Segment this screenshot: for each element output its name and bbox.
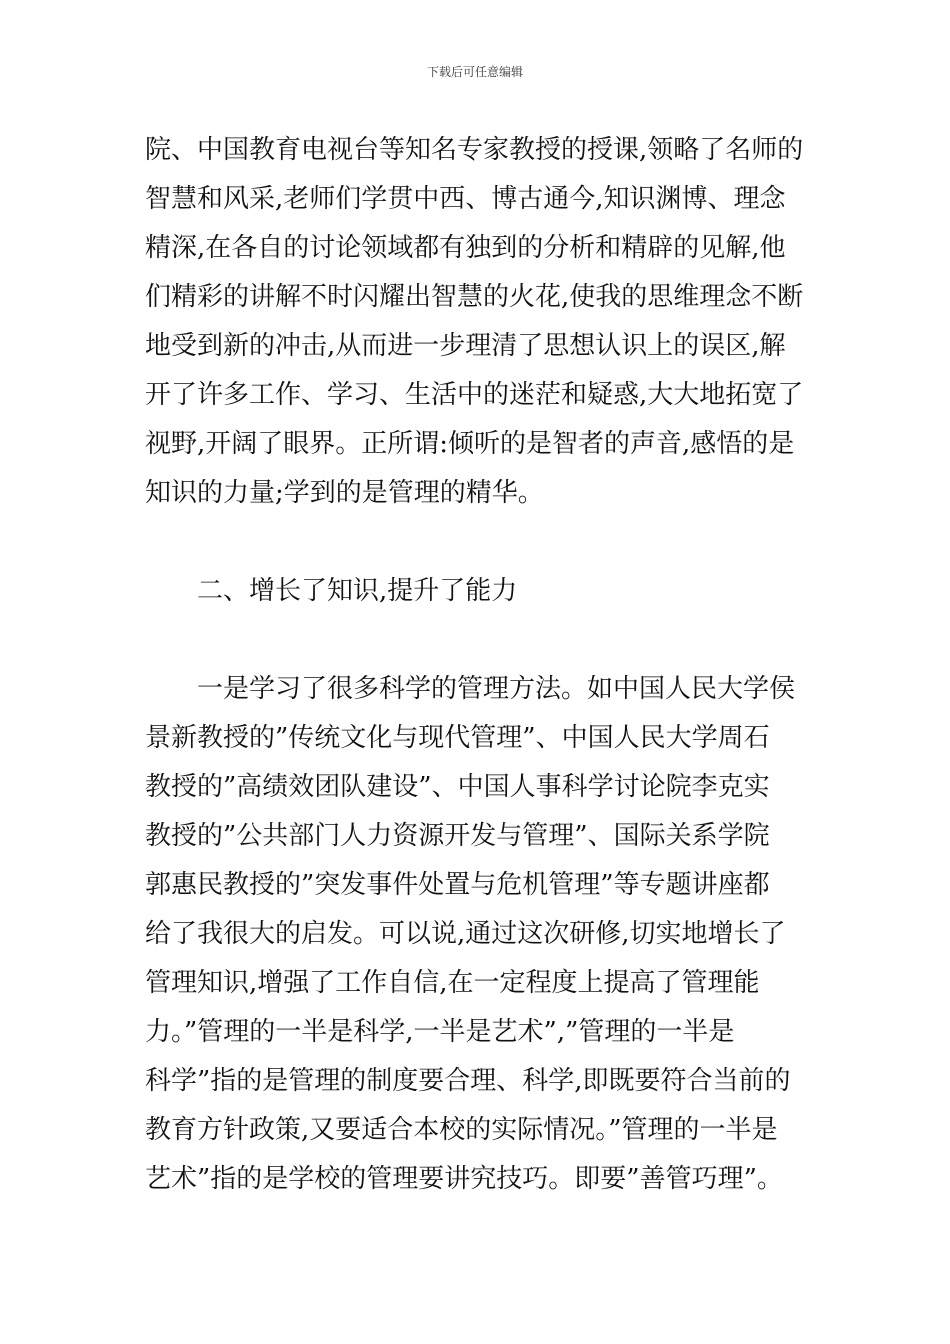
section-heading: 二、增长了知识,提升了能力 <box>197 576 518 606</box>
paragraph-line: 科学”指的是管理的制度要合理、科学,即既要符合当前的 <box>145 1066 791 1096</box>
paragraph-line: 视野,开阔了眼界。正所谓:倾听的是智者的声音,感悟的是 <box>145 429 795 459</box>
paragraph-line: 教授的”高绩效团队建设”、中国人事科学讨论院李克实 <box>145 772 770 802</box>
paragraph-line: 院、中国教育电视台等知名专家教授的授课,领略了名师的 <box>145 135 804 165</box>
paragraph-line: 精深,在各自的讨论领域都有独到的分析和精辟的见解,他 <box>145 233 786 263</box>
paragraph-line: 郭惠民教授的”突发事件处置与危机管理”等专题讲座都 <box>145 870 770 900</box>
document-body <box>145 126 825 1204</box>
paragraph-line: 力。”管理的一半是科学,一半是艺术”,”管理的一半是 <box>145 1017 735 1047</box>
paragraph-1 <box>145 126 825 518</box>
paragraph-line: 艺术”指的是学校的管理要讲究技巧。即要”善管巧理”。 <box>145 1164 783 1194</box>
paragraph-line: 智慧和风采,老师们学贯中西、博古通今,知识渊博、理念 <box>145 184 786 214</box>
paragraph-spacer <box>145 518 825 567</box>
paragraph-line: 景新教授的”传统文化与现代管理”、中国人民大学周石 <box>145 723 770 753</box>
page-header-note: 下载后可任意编辑 <box>426 65 523 79</box>
paragraph-line: 教授的”公共部门人力资源开发与管理”、国际关系学院 <box>145 821 770 851</box>
paragraph-line: 教育方针政策,又要适合本校的实际情况。”管理的一半是 <box>145 1115 778 1145</box>
paragraph-line: 们精彩的讲解不时闪耀出智慧的火花,使我的思维理念不断 <box>145 282 804 312</box>
paragraph-line: 一是学习了很多科学的管理方法。如中国人民大学侯 <box>197 674 796 704</box>
paragraph-line: 给了我很大的启发。可以说,通过这次研修,切实地增长了 <box>145 919 786 949</box>
paragraph-spacer <box>145 616 825 665</box>
paragraph-2 <box>145 665 825 1204</box>
paragraph-line: 知识的力量;学到的是管理的精华。 <box>145 478 544 508</box>
paragraph-line: 开了许多工作、学习、生活中的迷茫和疑惑,大大地拓宽了 <box>145 380 804 410</box>
paragraph-line: 管理知识,增强了工作自信,在一定程度上提高了管理能 <box>145 968 760 998</box>
paragraph-line: 地受到新的冲击,从而进一步理清了思想认识上的误区,解 <box>145 331 786 361</box>
